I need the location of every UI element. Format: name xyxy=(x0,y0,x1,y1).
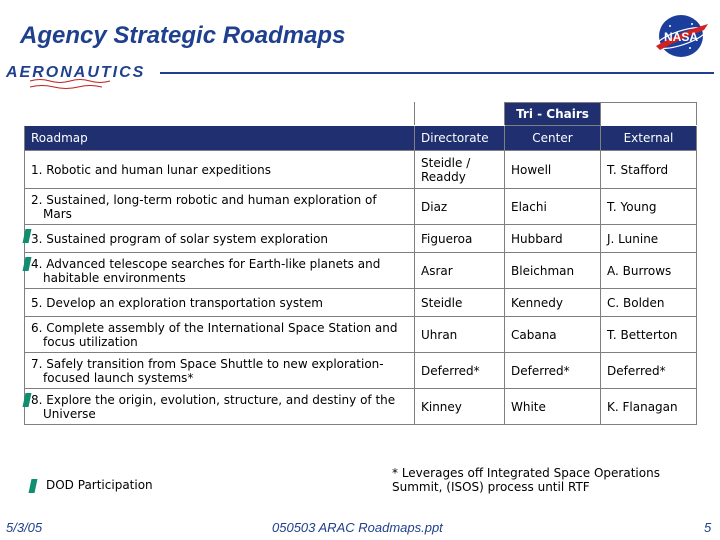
logo-scribble-graphic xyxy=(28,77,138,91)
aeronautics-logo xyxy=(6,64,166,94)
directorate-cell: Kinney xyxy=(415,389,505,425)
dod-marker-icon xyxy=(29,479,38,493)
table-row xyxy=(25,317,697,353)
logo-subtext-scribble xyxy=(28,77,138,93)
directorate-cell: Figueroa xyxy=(415,225,505,253)
center-cell: White xyxy=(505,389,601,425)
external-cell: A. Burrows xyxy=(601,253,697,289)
external-cell: T. Betterton xyxy=(601,317,697,353)
directorate-cell: Asrar xyxy=(415,253,505,289)
roadmap-cell: 8. Explore the origin, evolution, structure, and destiny of the Universe xyxy=(25,389,415,425)
directorate-cell: Steidle xyxy=(415,289,505,317)
tri-chairs-header-row xyxy=(25,103,697,126)
table-row xyxy=(25,253,697,289)
dod-legend xyxy=(30,478,153,493)
nasa-meatball-icon xyxy=(652,12,710,60)
table-row xyxy=(25,189,697,225)
external-cell: C. Bolden xyxy=(601,289,697,317)
slide-title: Agency Strategic Roadmaps xyxy=(20,22,346,49)
table-row xyxy=(25,225,697,253)
roadmap-cell: 6. Complete assembly of the International Space Station and focus utilization xyxy=(25,317,415,353)
table-row xyxy=(25,151,697,189)
directorate-cell: Steidle / Readdy xyxy=(415,151,505,189)
center-cell: Elachi xyxy=(505,189,601,225)
column-header-row xyxy=(25,126,697,151)
roadmap-cell: 1. Robotic and human lunar expeditions xyxy=(25,151,415,189)
nasa-logo-text: NASA xyxy=(663,30,699,44)
aeronautics-logo-text: AERONAUTICS xyxy=(6,64,146,81)
center-cell: Hubbard xyxy=(505,225,601,253)
external-cell: J. Lunine xyxy=(601,225,697,253)
column-header-roadmap: Roadmap xyxy=(25,126,415,151)
directorate-cell: Deferred* xyxy=(415,353,505,389)
external-cell: Deferred* xyxy=(601,353,697,389)
header-blank-cell xyxy=(25,103,415,126)
external-cell: K. Flanagan xyxy=(601,389,697,425)
header-rule xyxy=(160,72,714,74)
roadmap-table xyxy=(24,102,697,425)
header-blank-cell xyxy=(601,103,697,126)
center-cell: Cabana xyxy=(505,317,601,353)
tri-chairs-label: Tri - Chairs xyxy=(505,103,601,126)
roadmap-cell: 3. Sustained program of solar system exploration xyxy=(25,225,415,253)
external-cell: T. Stafford xyxy=(601,151,697,189)
nasa-logo xyxy=(652,12,710,64)
roadmap-cell: 5. Develop an exploration transportation system xyxy=(25,289,415,317)
center-cell: Deferred* xyxy=(505,353,601,389)
footnote: * Leverages off Integrated Space Operations Summit, (ISOS) process until RTF xyxy=(392,466,660,494)
table-row xyxy=(25,289,697,317)
directorate-cell: Diaz xyxy=(415,189,505,225)
table-row xyxy=(25,353,697,389)
center-cell: Bleichman xyxy=(505,253,601,289)
header-blank-cell xyxy=(415,103,505,126)
center-cell: Howell xyxy=(505,151,601,189)
footer-filename: 050503 ARAC Roadmaps.ppt xyxy=(272,520,443,535)
roadmap-cell: 4. Advanced telescope searches for Earth-like planets and habitable environments xyxy=(25,253,415,289)
roadmap-cell: 2. Sustained, long-term robotic and human exploration of Mars xyxy=(25,189,415,225)
footer-page-number: 5 xyxy=(704,520,712,535)
column-header-external: External xyxy=(601,126,697,151)
center-cell: Kennedy xyxy=(505,289,601,317)
dod-legend-label: DOD Participation xyxy=(46,478,153,492)
roadmap-cell: 7. Safely transition from Space Shuttle to new exploration-focused launch systems* xyxy=(25,353,415,389)
table-row xyxy=(25,389,697,425)
directorate-cell: Uhran xyxy=(415,317,505,353)
footer-date: 5/3/05 xyxy=(6,520,43,535)
column-header-center: Center xyxy=(505,126,601,151)
column-header-directorate: Directorate xyxy=(415,126,505,151)
external-cell: T. Young xyxy=(601,189,697,225)
